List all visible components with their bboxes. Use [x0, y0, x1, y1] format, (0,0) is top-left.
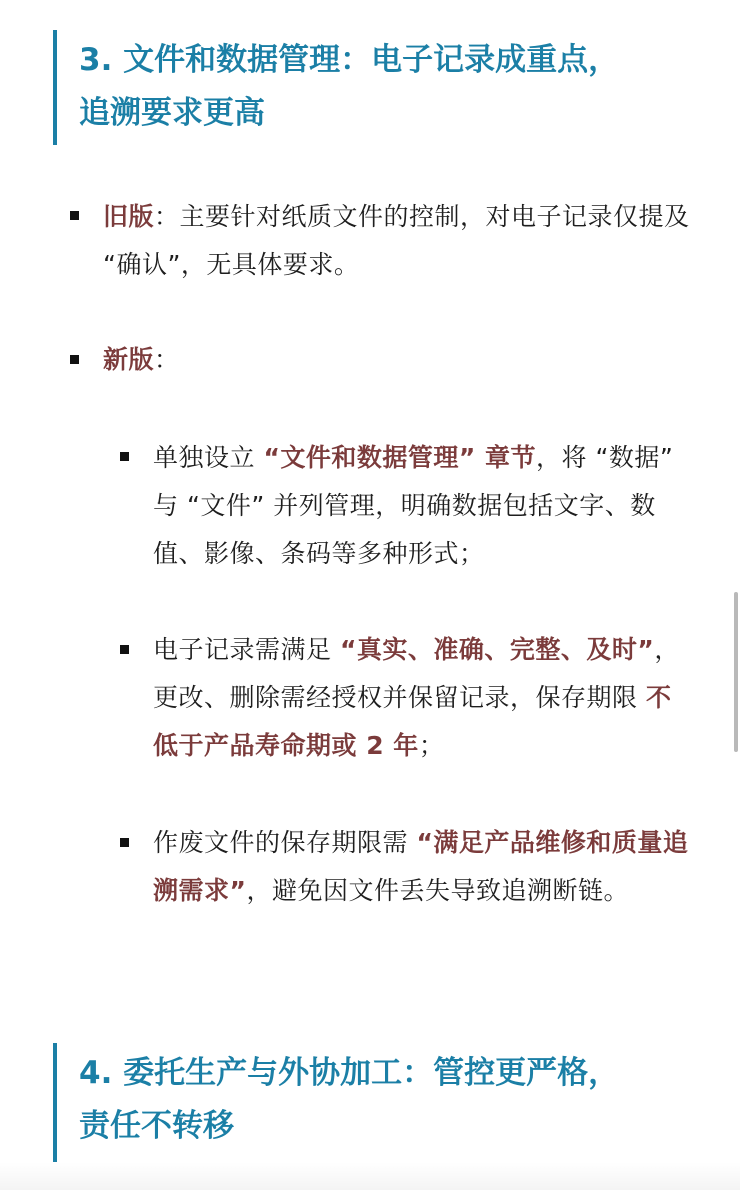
new-version-subitem-1: [153, 434, 693, 578]
subitem-2-highlight: “真实、准确、完整、及时”: [339, 635, 655, 664]
new-version-item: [103, 336, 693, 384]
bullet-square-icon: [70, 355, 79, 364]
bullet-square-icon: [120, 645, 129, 654]
section-3-heading-line2: 追溯要求更高: [79, 95, 265, 131]
new-version-subitem-2: [153, 626, 693, 770]
new-version-colon: ：: [154, 345, 180, 374]
subitem-2-highlight-2: 不低于产品寿命期或 2 年: [153, 683, 672, 760]
scrollbar-thumb[interactable]: [734, 592, 738, 752]
bullet-square-icon: [120, 452, 129, 461]
subitem-3-post: ，避免因文件丢失导致追溯断链。: [246, 876, 629, 905]
section-3-heading: [53, 30, 693, 145]
bullet-square-icon: [120, 838, 129, 847]
subitem-3-pre: 作废文件的保存期限需: [153, 828, 417, 857]
subitem-2-mid: ，更改、删除需经授权并保留记录，保存期限: [153, 635, 680, 712]
subitem-1-post: ，将 “数据” 与 “文件” 并列管理，明确数据包括文字、数值、影像、条码等多种形式；: [153, 443, 674, 568]
subitem-1-highlight: “文件和数据管理” 章节: [263, 443, 537, 472]
bottom-edge-shadow: [0, 1162, 740, 1190]
old-version-text: ：主要针对纸质文件的控制，对电子记录仅提及 “确认”，无具体要求。: [103, 202, 690, 279]
bullet-square-icon: [70, 211, 79, 220]
old-version-label: 旧版: [103, 202, 155, 231]
new-version-subitem-3: [153, 819, 693, 915]
section-3-heading-line1: 3. 文件和数据管理：电子记录成重点，: [79, 42, 620, 78]
new-version-label: 新版: [103, 345, 155, 374]
section-4-heading-line1: 4. 委托生产与外协加工：管控更严格，: [79, 1055, 620, 1091]
section-4-heading: [53, 1043, 693, 1163]
subitem-2-pre: 电子记录需满足: [153, 635, 340, 664]
old-version-item: [103, 193, 693, 289]
subitem-1-pre: 单独设立: [153, 443, 264, 472]
subitem-2-post: ；: [418, 731, 445, 760]
subitem-3-highlight: “满足产品维修和质量追溯需求”: [153, 828, 689, 905]
section-4-heading-line2: 责任不转移: [79, 1108, 234, 1144]
